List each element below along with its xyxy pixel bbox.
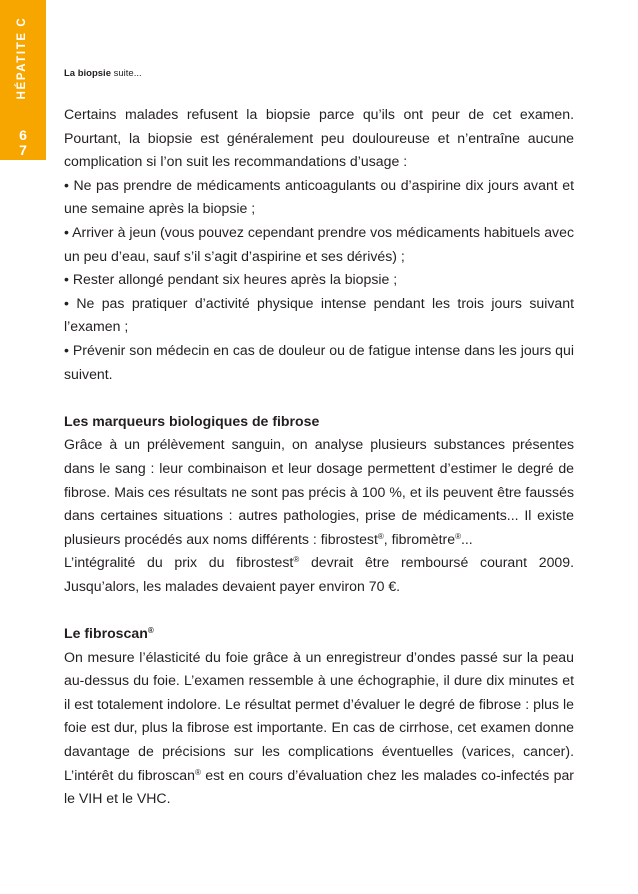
markers-text-4: L’intégralité du prix du fibrostest — [64, 554, 294, 571]
fibroscan-text-1: On mesure l’élasticité du foie grâce à un enregistreur d’ondes passé sur la peau au-dessus du foie. L’examen ressemble à une échographie, il dure dix minutes et il est totalement indolore. Le résultat permet d’évaluer le degré de fibrose : plus le foie est dur, plus la fibrose est importante. En cas de cirrhose, cet examen donne davantage de précisions sur les complications éventuelles (varices, cancer). L’intérêt du fibroscan — [64, 648, 574, 783]
running-head-title: La biopsie — [64, 68, 111, 79]
registered-mark: ® — [194, 767, 201, 777]
recommendation-item: • Prévenir son médecin en cas de douleur ou de fatigue intense dans les jours qui suivent. — [64, 341, 574, 382]
recommendation-item: • Rester allongé pendant six heures après la biopsie ; — [64, 271, 398, 288]
chapter-title: HÉPATITE C — [16, 16, 28, 100]
page-number-top: 6 — [19, 127, 27, 143]
fibroscan-paragraph — [64, 646, 574, 811]
fibroscan-heading — [64, 622, 574, 646]
markers-text-5: devrait être remboursé courant 2009. Jusqu’alors, les malades devaient payer environ 70 €. — [64, 554, 574, 594]
recommendation-item: • Ne pas pratiquer d’activité physique intense pendant les trois jours suivant l’examen ; — [64, 294, 574, 335]
fibroscan-heading-text: Le fibroscan — [64, 625, 148, 642]
chapter-tab — [0, 0, 46, 160]
registered-mark: ® — [147, 626, 154, 636]
markers-heading: Les marqueurs biologiques de fibrose — [64, 412, 320, 429]
markers-text-1: Grâce à un prélèvement sanguin, on analyse plusieurs substances présentes dans le sang : leur combinaison et leur dosage permettent d’estimer le degré de fibrose. Mais ces résultats ne sont pas précis à 100 %, et ils peuvent être faussés dans certaines situations : autres pathologies, prise de médicaments... Il existe plusieurs procédés aux noms différents : fibrostest — [64, 436, 574, 547]
markers-text-2: , fibromètre — [383, 530, 456, 547]
registered-mark: ® — [293, 555, 300, 565]
fibroscan-text-2: est en cours d’évaluation chez les malades co-infectés par le VIH et le VHC. — [64, 766, 575, 807]
article-body — [64, 103, 574, 811]
running-head — [64, 68, 142, 79]
section-spacer — [64, 598, 574, 622]
registered-mark: ® — [377, 531, 384, 541]
recommendation-item: • Arriver à jeun (vous pouvez cependant prendre vos médicaments habituels avec un peu d’eau, sauf s’il s’agit d’aspirine et ses dérivés) ; — [64, 223, 574, 264]
markers-text-3: ... — [460, 530, 473, 547]
markers-paragraph — [64, 433, 574, 551]
running-head-suffix: suite... — [113, 68, 142, 79]
markers-paragraph-2 — [64, 551, 574, 598]
section-spacer — [64, 386, 574, 410]
biopsy-intro: Certains malades refusent la biopsie parce qu’ils ont peur de cet examen. Pourtant, la biopsie est généralement peu douloureuse et n’entraîne aucune complication si l’on suit les recommandations d’usage : — [64, 106, 574, 170]
recommendation-item: • Ne pas prendre de médicaments anticoagulants ou d’aspirine dix jours avant et une semaine après la biopsie ; — [64, 176, 574, 217]
registered-mark: ® — [455, 531, 461, 541]
page-number-bottom: 7 — [19, 142, 27, 158]
